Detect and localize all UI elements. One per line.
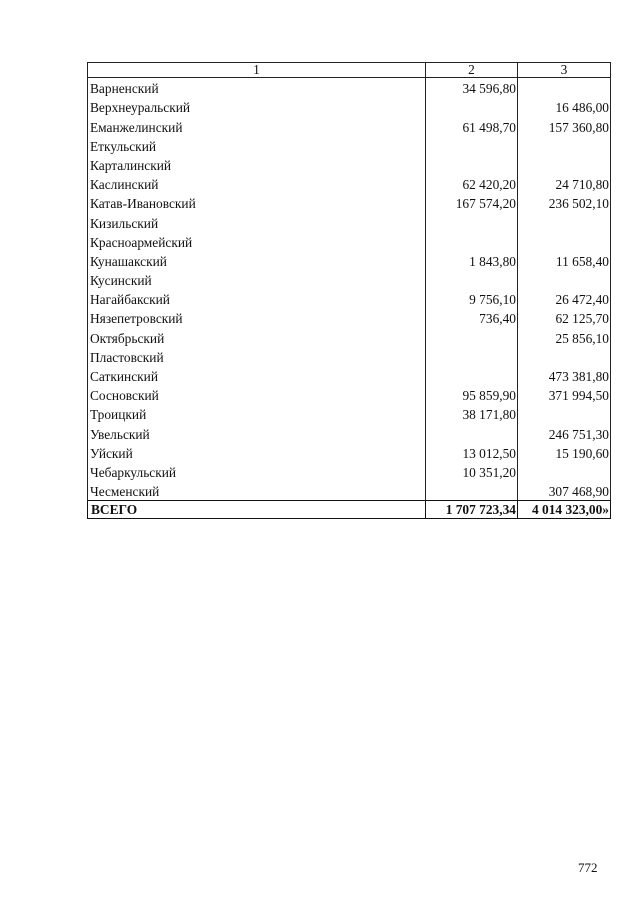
total-col3: 4 014 323,00» (518, 501, 611, 519)
value-col2-cell (426, 481, 518, 501)
value-col3-cell (518, 270, 611, 289)
value-col3-cell: 236 502,10 (518, 193, 611, 212)
value-col2-cell (426, 347, 518, 366)
table-row (88, 97, 611, 116)
district-name-cell: Карталинский (88, 155, 426, 174)
value-col2-cell (426, 136, 518, 155)
table-row (88, 232, 611, 251)
district-name-cell: Увельский (88, 423, 426, 442)
column-header-2: 2 (426, 63, 518, 78)
value-col2-cell: 9 756,10 (426, 289, 518, 308)
column-header-3: 3 (518, 63, 611, 78)
value-col2-cell (426, 232, 518, 251)
value-col3-cell (518, 404, 611, 423)
table-row (88, 78, 611, 98)
table-row (88, 366, 611, 385)
district-name-cell: Красноармейский (88, 232, 426, 251)
page-number: 772 (578, 860, 598, 875)
district-name-cell: Октябрьский (88, 327, 426, 346)
district-name-cell: Саткинский (88, 366, 426, 385)
table-row (88, 308, 611, 327)
table-row (88, 251, 611, 270)
total-col2: 1 707 723,34 (426, 501, 518, 519)
value-col2-cell: 736,40 (426, 308, 518, 327)
column-header-1: 1 (88, 63, 426, 78)
table-row (88, 174, 611, 193)
table-row (88, 155, 611, 174)
value-col2-cell: 167 574,20 (426, 193, 518, 212)
district-name-cell: Пластовский (88, 347, 426, 366)
value-col2-cell: 10 351,20 (426, 462, 518, 481)
value-col3-cell: 25 856,10 (518, 327, 611, 346)
value-col2-cell (426, 97, 518, 116)
value-col2-cell: 13 012,50 (426, 443, 518, 462)
table-row (88, 347, 611, 366)
value-col2-cell (426, 212, 518, 231)
value-col3-cell: 246 751,30 (518, 423, 611, 442)
value-col3-cell: 11 658,40 (518, 251, 611, 270)
table-row (88, 116, 611, 135)
district-funding-table (87, 62, 611, 519)
value-col2-cell: 34 596,80 (426, 78, 518, 98)
value-col2-cell (426, 270, 518, 289)
table-row (88, 443, 611, 462)
value-col3-cell: 371 994,50 (518, 385, 611, 404)
table-row (88, 327, 611, 346)
table-body (88, 78, 611, 519)
district-name-cell: Кунашакский (88, 251, 426, 270)
table-row (88, 270, 611, 289)
district-name-cell: Кусинский (88, 270, 426, 289)
district-name-cell: Кизильский (88, 212, 426, 231)
table-row (88, 193, 611, 212)
value-col2-cell (426, 423, 518, 442)
district-name-cell: Верхнеуральский (88, 97, 426, 116)
table-row (88, 423, 611, 442)
value-col3-cell: 307 468,90 (518, 481, 611, 501)
total-row (88, 501, 611, 519)
value-col3-cell: 62 125,70 (518, 308, 611, 327)
value-col2-cell (426, 155, 518, 174)
value-col3-cell: 26 472,40 (518, 289, 611, 308)
value-col2-cell: 38 171,80 (426, 404, 518, 423)
value-col2-cell: 62 420,20 (426, 174, 518, 193)
value-col2-cell: 1 843,80 (426, 251, 518, 270)
district-name-cell: Троицкий (88, 404, 426, 423)
table-row (88, 136, 611, 155)
district-name-cell: Еманжелинский (88, 116, 426, 135)
table-row (88, 462, 611, 481)
district-name-cell: Нагайбакский (88, 289, 426, 308)
value-col3-cell (518, 347, 611, 366)
district-name-cell: Нязепетровский (88, 308, 426, 327)
district-name-cell: Каслинский (88, 174, 426, 193)
table-header-row (88, 63, 611, 78)
district-name-cell: Катав-Ивановский (88, 193, 426, 212)
table-row (88, 481, 611, 501)
table-row (88, 385, 611, 404)
value-col3-cell (518, 155, 611, 174)
value-col3-cell: 473 381,80 (518, 366, 611, 385)
value-col3-cell (518, 78, 611, 98)
district-name-cell: Уйский (88, 443, 426, 462)
table-row (88, 212, 611, 231)
total-label: ВСЕГО (88, 501, 426, 519)
value-col2-cell (426, 327, 518, 346)
value-col3-cell (518, 212, 611, 231)
table-row (88, 289, 611, 308)
district-name-cell: Варненский (88, 78, 426, 98)
district-name-cell: Сосновский (88, 385, 426, 404)
district-name-cell: Еткульский (88, 136, 426, 155)
value-col3-cell (518, 232, 611, 251)
value-col3-cell (518, 462, 611, 481)
district-name-cell: Чесменский (88, 481, 426, 501)
value-col3-cell: 15 190,60 (518, 443, 611, 462)
value-col3-cell (518, 136, 611, 155)
value-col3-cell: 16 486,00 (518, 97, 611, 116)
value-col2-cell: 95 859,90 (426, 385, 518, 404)
value-col2-cell: 61 498,70 (426, 116, 518, 135)
value-col3-cell: 24 710,80 (518, 174, 611, 193)
value-col3-cell: 157 360,80 (518, 116, 611, 135)
table-row (88, 404, 611, 423)
district-name-cell: Чебаркульский (88, 462, 426, 481)
value-col2-cell (426, 366, 518, 385)
